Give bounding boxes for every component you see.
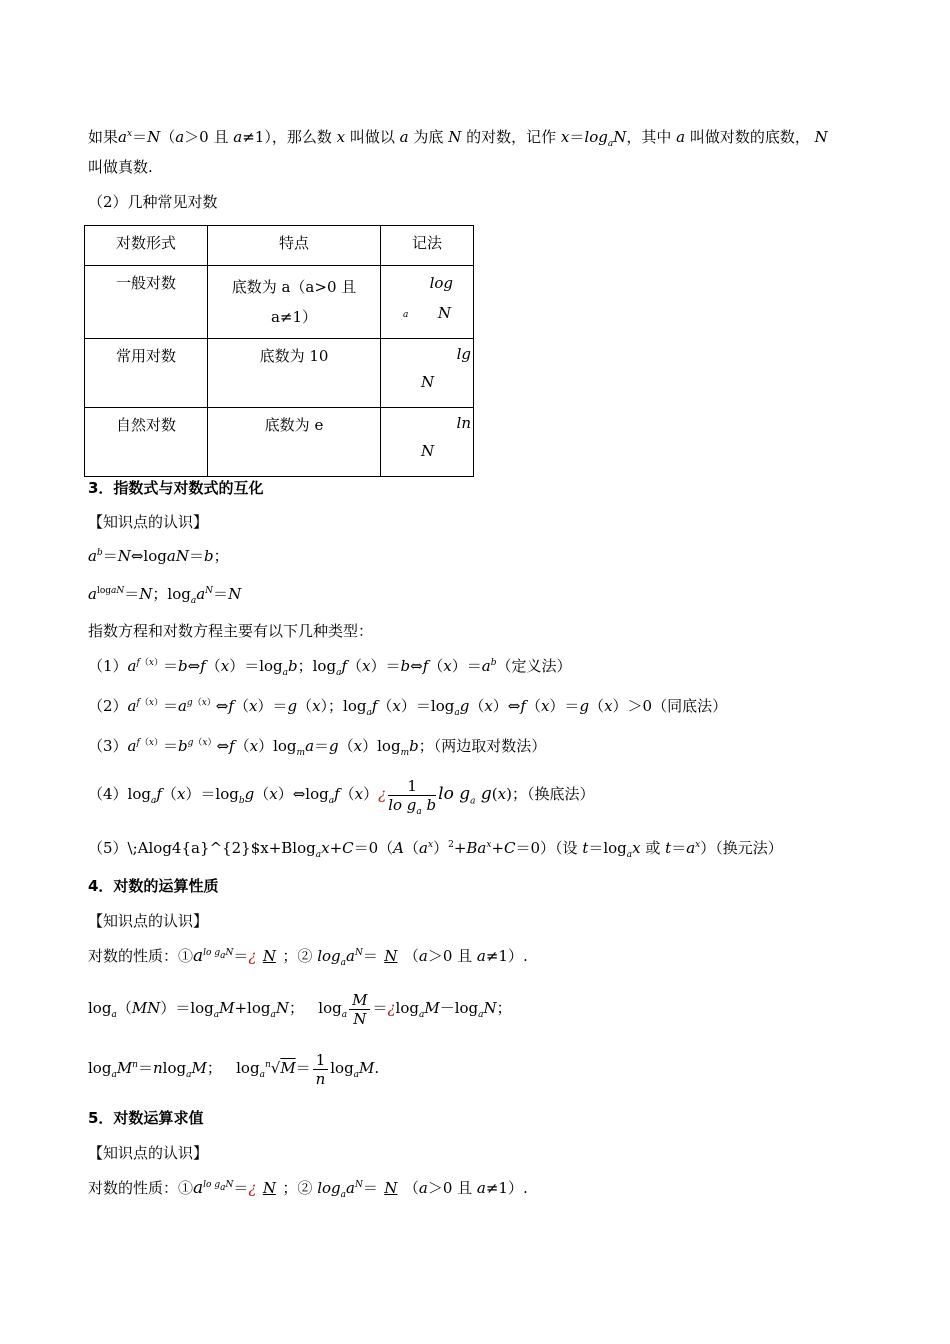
- equation-types-intro: 指数方程和对数方程主要有以下几种类型：: [88, 622, 374, 640]
- method-label: （两边取对数法）: [433, 737, 547, 755]
- product-quotient-rule: $\log_a(MN)=\log_aM+\log_aN$； $\log_a$ $\frac{M}{N}$ $=¿\log_aM-\log_aN$；: [88, 990, 512, 1028]
- log-properties-line: 对数的性质：$①a^{lo g_aN}=¿$ N ；② $\log_aa^N= N$ （a＞0 且 a≠1）.: [88, 1178, 528, 1200]
- method-label: （同底法）: [652, 697, 728, 715]
- notation-bottom: N: [421, 373, 435, 391]
- section-2-heading: （2）几种常见对数: [88, 193, 218, 211]
- notation-top: log: [429, 274, 453, 292]
- table-row: [85, 266, 474, 339]
- form-cell: 常用对数: [85, 339, 208, 408]
- method-label: （换底法）: [526, 785, 595, 803]
- table-row: [85, 339, 474, 408]
- fraction: $\frac{1}{n}$: [313, 1051, 329, 1088]
- header-cell: 对数形式: [85, 226, 208, 266]
- equation-type-3: $(3)a^{f(x)}=b^{g(x)}\Leftrightarrow f(x)\log_ma=g(x)\log_mb$；（两边取对数法）: [88, 737, 547, 758]
- feature-line: a≠1）: [270, 308, 318, 326]
- section-5-heading: 5．对数运算求值: [88, 1109, 204, 1127]
- logarithm-types-table: [84, 225, 474, 477]
- fraction: $\frac{1}{lo g_a b}$: [388, 776, 437, 817]
- header-cell: 记法: [381, 226, 474, 266]
- formula-line: $a^b=N\Leftrightarrow logaN=b$；: [88, 547, 229, 565]
- fraction: $\frac{M}{N}$: [349, 991, 370, 1028]
- equation-type-2: $(2)a^{f(x)}=a^{g(x)}\Leftrightarrow f(x)=g(x)$；$\log_af(x)=\log_ag(x)\Leftrightarrow f(x)=g(x)>0$（同底法）: [88, 697, 728, 718]
- knowledge-label: 【知识点的认识】: [88, 912, 209, 930]
- equation-type-5: $(5)\backslash;Alog4\{a\}\^{}\{2\}\$x+Blog_ax+C=0(A(a^x)^2+Ba^x+C=0)$（设 $t=\log_ax$ 或 $t=a^x$）（换元法）: [88, 839, 783, 860]
- notation-top: ln: [456, 414, 471, 432]
- table-header-row: [85, 226, 474, 266]
- method-label: （定义法）: [496, 657, 572, 675]
- notation-top: lg: [456, 345, 471, 363]
- section-3-heading: 3．指数式与对数式的互化: [88, 479, 264, 497]
- notation-bottom: N: [437, 304, 451, 322]
- equation-type-1: $(1)a^{f(x)}=b\Leftrightarrow f(x)=\log_ab$；$\log_af(x)=b\Leftrightarrow f(x)=a^b$（定义法）: [88, 657, 572, 678]
- notation-cell: [381, 339, 474, 408]
- method-label: （换元法）: [715, 839, 783, 857]
- feature-line: 底数为 a（a>0 且: [231, 278, 357, 296]
- section-4-heading: 4．对数的运算性质: [88, 877, 219, 895]
- notation-cell: [381, 408, 474, 477]
- raw-formula-text: \;Alog4{a}^{2}$x+Blog: [127, 839, 316, 857]
- power-root-rule: $\log_aM^n=nlog_aM$； $\log_a^n√M=$ $\frac{1}{n}$ $\log_aM$.: [88, 1050, 380, 1088]
- feature-cell: [208, 266, 381, 339]
- notation-bottom: N: [421, 442, 435, 460]
- form-cell: 一般对数: [85, 266, 208, 339]
- notation-cell: [381, 266, 474, 339]
- definition-line-2: 叫做真数.: [88, 158, 153, 176]
- feature-cell: 底数为 10: [208, 339, 381, 408]
- definition-line-1: 如果$a^x=N(a>0$ 且 a≠1），那么数 x 叫做以 a 为底 N 的对数，记作 $x=\log_aN$，其中 a 叫做对数的底数， N: [88, 128, 828, 149]
- knowledge-label: 【知识点的认识】: [88, 513, 209, 531]
- formula-line: $a^{logaN}=N$；$\log_aa^N=N$: [88, 585, 242, 606]
- equation-type-4: $(4)\log_af(x)=\log_bg(x)\Leftrightarrow\log_af(x)¿$ $\frac{1}{lo g_a b}$ lo $g_a$ g(x)；（换底法）: [88, 776, 595, 817]
- knowledge-label: 【知识点的认识】: [88, 1144, 209, 1162]
- header-cell: 特点: [208, 226, 381, 266]
- log-properties-line: 对数的性质：$①a^{lo g_aN}=¿$ N ；② $\log_aa^N= N$ （a＞0 且 a≠1）.: [88, 946, 528, 968]
- notation-sub: a: [403, 310, 409, 320]
- table-row: [85, 408, 474, 477]
- feature-cell: 底数为 e: [208, 408, 381, 477]
- form-cell: 自然对数: [85, 408, 208, 477]
